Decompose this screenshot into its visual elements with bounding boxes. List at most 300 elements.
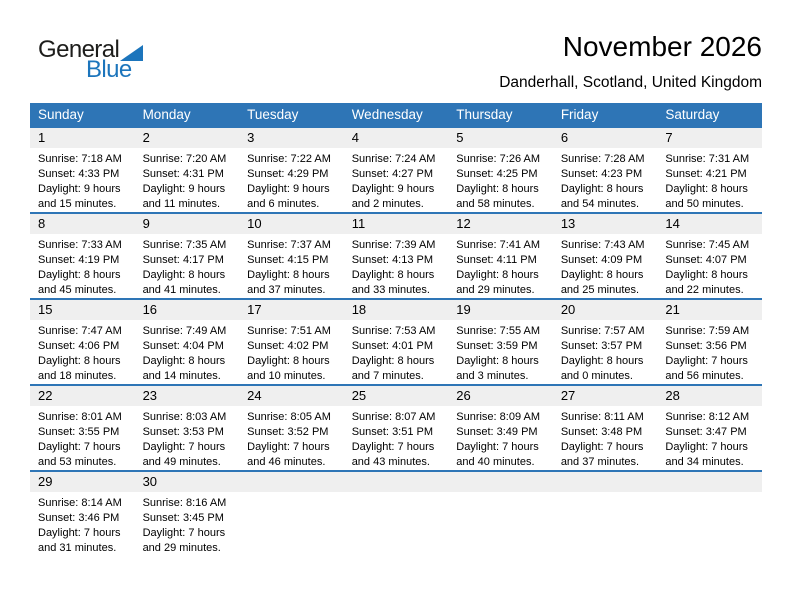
sunset-line-text: Sunset: bbox=[247, 426, 285, 438]
sunrise-line bbox=[247, 324, 338, 339]
daylight-line-2 bbox=[38, 283, 129, 298]
sunrise-line bbox=[38, 410, 129, 425]
sunset-line-text: Sunset: bbox=[665, 340, 703, 352]
sunset-line bbox=[665, 253, 756, 268]
sunrise-line bbox=[561, 410, 652, 425]
sunrise-line bbox=[456, 324, 547, 339]
sunrise-line-text: 7:33 AM bbox=[81, 239, 122, 251]
sunrise-line bbox=[143, 496, 234, 511]
sunset-line bbox=[247, 167, 338, 182]
day-cell bbox=[135, 385, 240, 471]
sunrise-line-text: 8:03 AM bbox=[185, 411, 227, 423]
sunset-line bbox=[561, 339, 652, 354]
daylight-line-1-text: Daylight: 9 hours bbox=[351, 183, 435, 195]
sunset-line-text: 4:06 PM bbox=[78, 340, 120, 352]
daylight-line-1-text: Daylight: 8 hours bbox=[456, 269, 539, 281]
day-details bbox=[344, 320, 449, 384]
day-number: 20 bbox=[553, 300, 658, 320]
logo-text-blue: Blue bbox=[86, 56, 132, 83]
daylight-line-1 bbox=[665, 268, 756, 283]
day-cell bbox=[239, 213, 344, 299]
day-number: 21 bbox=[657, 300, 762, 320]
daylight-line-2-text: and 56 minutes. bbox=[665, 370, 744, 382]
day-cell bbox=[657, 299, 762, 385]
daylight-line-2 bbox=[247, 197, 338, 212]
daylight-line-1-text: Daylight: 8 hours bbox=[560, 269, 644, 281]
daylight-line-2 bbox=[247, 283, 338, 298]
daylight-line-1-text: Daylight: 8 hours bbox=[456, 183, 539, 195]
daylight-line-1 bbox=[561, 268, 652, 283]
day-number: 29 bbox=[30, 472, 135, 492]
daylight-line-1 bbox=[561, 440, 652, 455]
sunset-line-text: Sunset: bbox=[665, 254, 703, 266]
daylight-line-1-text: Daylight: 8 hours bbox=[456, 355, 539, 367]
daylight-line-2 bbox=[665, 283, 756, 298]
sunrise-line-text: 7:57 AM bbox=[604, 325, 645, 337]
daylight-line-1 bbox=[456, 440, 547, 455]
sunrise-line-text: Sunrise: bbox=[38, 153, 79, 165]
sunset-line-text: Sunset: bbox=[560, 340, 599, 352]
daylight-line-2 bbox=[456, 283, 547, 298]
sunset-line-text: Sunset: bbox=[560, 168, 599, 180]
sunset-line bbox=[247, 339, 338, 354]
sunset-line-text: 4:23 PM bbox=[601, 168, 643, 180]
day-details bbox=[657, 406, 762, 470]
sunrise-line-text: 8:09 AM bbox=[499, 411, 541, 423]
sunrise-line-text: Sunrise: bbox=[247, 411, 288, 423]
daylight-line-2-text: and 58 minutes. bbox=[456, 198, 535, 210]
daylight-line-1-text: Daylight: 9 hours bbox=[247, 183, 330, 195]
weekday-saturday: Saturday bbox=[657, 103, 762, 127]
sunset-line-text: 4:25 PM bbox=[496, 168, 538, 180]
day-details bbox=[239, 320, 344, 384]
sunrise-line bbox=[665, 238, 756, 253]
sunrise-line-text: 7:18 AM bbox=[81, 153, 122, 165]
weekday-thursday: Thursday bbox=[448, 103, 553, 127]
sunset-line-text: 4:19 PM bbox=[78, 254, 120, 266]
location-subtitle: Danderhall, Scotland, United Kingdom bbox=[499, 73, 762, 91]
day-details bbox=[448, 234, 553, 298]
daylight-line-1 bbox=[38, 526, 129, 541]
sunset-line-text: Sunset: bbox=[38, 254, 76, 266]
daylight-line-2-text: and 43 minutes. bbox=[351, 456, 430, 468]
sunrise-line bbox=[143, 238, 234, 253]
day-cell bbox=[135, 299, 240, 385]
day-details bbox=[657, 234, 762, 298]
day-number: 26 bbox=[448, 386, 553, 406]
day-number bbox=[657, 472, 762, 492]
day-cell bbox=[30, 213, 135, 299]
daylight-line-2 bbox=[456, 369, 547, 384]
sunrise-line-text: 8:12 AM bbox=[708, 411, 750, 423]
daylight-line-1 bbox=[561, 182, 652, 197]
sunrise-line-text: 8:01 AM bbox=[81, 411, 122, 423]
day-details bbox=[657, 320, 762, 384]
sunrise-line bbox=[143, 152, 234, 167]
sunrise-line-text: Sunrise: bbox=[351, 325, 393, 337]
daylight-line-1 bbox=[665, 182, 756, 197]
sunset-line-text: 4:13 PM bbox=[392, 254, 434, 266]
sunrise-line-text: 7:49 AM bbox=[185, 325, 227, 337]
day-details bbox=[239, 234, 344, 298]
sunrise-line-text: Sunrise: bbox=[142, 497, 183, 509]
daylight-line-2-text: and 18 minutes. bbox=[38, 370, 117, 382]
sunrise-line-text: Sunrise: bbox=[560, 153, 602, 165]
day-number bbox=[344, 472, 449, 492]
weekday-wednesday: Wednesday bbox=[344, 103, 449, 127]
daylight-line-2 bbox=[38, 197, 129, 212]
sunset-line bbox=[665, 167, 756, 182]
daylight-line-1 bbox=[143, 354, 234, 369]
sunset-line-text: Sunset: bbox=[560, 254, 599, 266]
sunrise-line bbox=[143, 410, 234, 425]
sunrise-line-text: Sunrise: bbox=[560, 239, 602, 251]
sunset-line bbox=[38, 511, 129, 526]
sunset-line-text: 4:33 PM bbox=[78, 168, 120, 180]
daylight-line-2 bbox=[561, 455, 652, 470]
day-details bbox=[657, 148, 762, 212]
daylight-line-2 bbox=[38, 541, 129, 556]
sunrise-line-text: Sunrise: bbox=[142, 411, 183, 423]
sunrise-line-text: 7:55 AM bbox=[499, 325, 541, 337]
sunrise-line-text: Sunrise: bbox=[456, 153, 497, 165]
daylight-line-1-text: Daylight: 7 hours bbox=[351, 441, 435, 453]
sunrise-line-text: Sunrise: bbox=[247, 325, 288, 337]
sunset-line bbox=[456, 339, 547, 354]
sunrise-line-text: Sunrise: bbox=[665, 411, 706, 423]
day-details bbox=[448, 406, 553, 470]
sunset-line-text: Sunset: bbox=[247, 254, 285, 266]
daylight-line-2-text: and 53 minutes. bbox=[38, 456, 117, 468]
daylight-line-2-text: and 37 minutes. bbox=[247, 284, 326, 296]
daylight-line-2-text: and 46 minutes. bbox=[247, 456, 326, 468]
daylight-line-2 bbox=[352, 369, 443, 384]
sunset-line bbox=[38, 339, 129, 354]
daylight-line-2 bbox=[247, 369, 338, 384]
calendar-table bbox=[30, 103, 762, 557]
week-row bbox=[30, 385, 762, 471]
sunrise-line-text: Sunrise: bbox=[560, 411, 602, 423]
sunrise-line bbox=[665, 152, 756, 167]
sunset-line-text: 4:15 PM bbox=[287, 254, 329, 266]
sunset-line-text: 4:29 PM bbox=[287, 168, 329, 180]
day-number: 7 bbox=[657, 128, 762, 148]
day-number: 10 bbox=[239, 214, 344, 234]
sunset-line-text: 3:53 PM bbox=[182, 426, 224, 438]
calendar-body bbox=[30, 127, 762, 557]
daylight-line-1-text: Daylight: 7 hours bbox=[456, 441, 539, 453]
daylight-line-2 bbox=[665, 197, 756, 212]
sunset-line-text: Sunset: bbox=[351, 340, 389, 352]
sunrise-line-text: 7:47 AM bbox=[81, 325, 122, 337]
day-number bbox=[448, 472, 553, 492]
sunset-line-text: 3:59 PM bbox=[496, 340, 538, 352]
day-number: 2 bbox=[135, 128, 240, 148]
daylight-line-2 bbox=[456, 455, 547, 470]
sunrise-line bbox=[352, 324, 443, 339]
sunset-line-text: 4:31 PM bbox=[182, 168, 224, 180]
daylight-line-2-text: and 0 minutes. bbox=[560, 370, 633, 382]
sunrise-line-text: 7:31 AM bbox=[708, 153, 750, 165]
daylight-line-2-text: and 6 minutes. bbox=[247, 198, 320, 210]
daylight-line-1 bbox=[38, 440, 129, 455]
sunset-line bbox=[38, 253, 129, 268]
day-number: 15 bbox=[30, 300, 135, 320]
sunrise-line bbox=[247, 152, 338, 167]
day-cell-empty bbox=[448, 471, 553, 557]
sunrise-line bbox=[247, 410, 338, 425]
sunrise-line bbox=[665, 410, 756, 425]
day-number: 6 bbox=[553, 128, 658, 148]
sunset-line-text: 4:07 PM bbox=[705, 254, 747, 266]
daylight-line-1 bbox=[38, 354, 129, 369]
day-number: 11 bbox=[344, 214, 449, 234]
daylight-line-1-text: Daylight: 8 hours bbox=[142, 355, 226, 367]
daylight-line-2-text: and 7 minutes. bbox=[351, 370, 424, 382]
sunset-line bbox=[247, 425, 338, 440]
day-cell bbox=[344, 299, 449, 385]
sunrise-line-text: 8:16 AM bbox=[185, 497, 227, 509]
daylight-line-1 bbox=[456, 182, 547, 197]
day-number: 9 bbox=[135, 214, 240, 234]
sunrise-line bbox=[352, 410, 443, 425]
daylight-line-1 bbox=[247, 354, 338, 369]
daylight-line-2-text: and 37 minutes. bbox=[560, 456, 640, 468]
daylight-line-1-text: Daylight: 7 hours bbox=[142, 441, 226, 453]
sunset-line-text: 4:21 PM bbox=[705, 168, 747, 180]
sunrise-line-text: 8:14 AM bbox=[81, 497, 122, 509]
sunrise-line-text: Sunrise: bbox=[351, 239, 393, 251]
sunrise-line-text: 7:28 AM bbox=[604, 153, 645, 165]
logo-text-general: General bbox=[38, 36, 120, 63]
daylight-line-1-text: Daylight: 8 hours bbox=[665, 269, 748, 281]
sunrise-line-text: Sunrise: bbox=[247, 153, 288, 165]
sunset-line-text: 4:11 PM bbox=[496, 254, 537, 266]
sunrise-line-text: 7:24 AM bbox=[395, 153, 436, 165]
daylight-line-1-text: Daylight: 8 hours bbox=[560, 183, 644, 195]
sunset-line-text: 3:55 PM bbox=[78, 426, 120, 438]
day-cell bbox=[135, 471, 240, 557]
day-details bbox=[30, 148, 135, 212]
sunset-line bbox=[352, 167, 443, 182]
daylight-line-1-text: Daylight: 7 hours bbox=[665, 441, 748, 453]
sunset-line bbox=[247, 253, 338, 268]
day-cell bbox=[135, 213, 240, 299]
sunset-line bbox=[143, 511, 234, 526]
daylight-line-2 bbox=[665, 369, 756, 384]
sunrise-line bbox=[456, 410, 547, 425]
daylight-line-2 bbox=[38, 369, 129, 384]
daylight-line-2-text: and 15 minutes. bbox=[38, 198, 117, 210]
sunset-line-text: Sunset: bbox=[38, 426, 76, 438]
weekday-friday: Friday bbox=[553, 103, 658, 127]
daylight-line-1 bbox=[352, 182, 443, 197]
day-cell bbox=[135, 127, 240, 213]
daylight-line-1-text: Daylight: 8 hours bbox=[665, 183, 748, 195]
daylight-line-1 bbox=[352, 354, 443, 369]
sunrise-line-text: Sunrise: bbox=[665, 325, 706, 337]
sunset-line-text: 3:47 PM bbox=[705, 426, 747, 438]
daylight-line-1-text: Daylight: 7 hours bbox=[38, 527, 121, 539]
daylight-line-1 bbox=[456, 268, 547, 283]
daylight-line-1 bbox=[247, 440, 338, 455]
daylight-line-1-text: Daylight: 9 hours bbox=[38, 183, 121, 195]
daylight-line-1-text: Daylight: 7 hours bbox=[560, 441, 644, 453]
daylight-line-2 bbox=[143, 455, 234, 470]
sunset-line-text: 3:57 PM bbox=[601, 340, 643, 352]
day-cell bbox=[239, 127, 344, 213]
sunset-line-text: Sunset: bbox=[351, 254, 389, 266]
daylight-line-2 bbox=[456, 197, 547, 212]
sunrise-line-text: 7:20 AM bbox=[185, 153, 227, 165]
sunset-line-text: Sunset: bbox=[38, 168, 76, 180]
day-details bbox=[30, 406, 135, 470]
sunset-line-text: Sunset: bbox=[247, 168, 285, 180]
daylight-line-1 bbox=[38, 182, 129, 197]
day-details bbox=[239, 406, 344, 470]
daylight-line-2-text: and 31 minutes. bbox=[38, 542, 117, 554]
sunrise-line-text: 7:51 AM bbox=[290, 325, 331, 337]
sunset-line-text: 4:27 PM bbox=[392, 168, 434, 180]
sunrise-line bbox=[38, 152, 129, 167]
sunset-line-text: 3:48 PM bbox=[601, 426, 643, 438]
sunset-line-text: Sunset: bbox=[456, 254, 494, 266]
sunrise-line-text: 8:05 AM bbox=[290, 411, 331, 423]
weekday-tuesday: Tuesday bbox=[239, 103, 344, 127]
day-details bbox=[448, 320, 553, 384]
sunrise-line-text: 7:41 AM bbox=[499, 239, 541, 251]
day-details bbox=[30, 234, 135, 298]
general-blue-logo bbox=[38, 38, 178, 82]
sunrise-line-text: Sunrise: bbox=[247, 239, 288, 251]
day-details bbox=[135, 406, 240, 470]
sunset-line-text: Sunset: bbox=[142, 168, 180, 180]
daylight-line-1-text: Daylight: 8 hours bbox=[38, 269, 121, 281]
sunrise-line-text: 7:43 AM bbox=[604, 239, 645, 251]
sunrise-line-text: Sunrise: bbox=[142, 153, 183, 165]
sunset-line bbox=[456, 425, 547, 440]
sunset-line bbox=[456, 253, 547, 268]
day-number: 27 bbox=[553, 386, 658, 406]
sunrise-line bbox=[143, 324, 234, 339]
day-details bbox=[553, 148, 658, 212]
sunset-line-text: 4:02 PM bbox=[287, 340, 329, 352]
day-number: 8 bbox=[30, 214, 135, 234]
week-row bbox=[30, 471, 762, 557]
day-details bbox=[30, 320, 135, 384]
sunset-line-text: Sunset: bbox=[142, 426, 180, 438]
sunset-line-text: 4:01 PM bbox=[392, 340, 434, 352]
day-cell bbox=[344, 127, 449, 213]
day-cell bbox=[239, 299, 344, 385]
daylight-line-2-text: and 10 minutes. bbox=[247, 370, 326, 382]
day-cell bbox=[657, 213, 762, 299]
page-header bbox=[30, 0, 762, 103]
day-details bbox=[553, 406, 658, 470]
sunset-line-text: Sunset: bbox=[142, 512, 180, 524]
sunrise-line-text: 7:53 AM bbox=[395, 325, 436, 337]
day-cell bbox=[448, 213, 553, 299]
daylight-line-1-text: Daylight: 8 hours bbox=[247, 269, 330, 281]
day-cell bbox=[448, 299, 553, 385]
sunset-line-text: Sunset: bbox=[247, 340, 285, 352]
daylight-line-2-text: and 29 minutes. bbox=[456, 284, 535, 296]
daylight-line-1-text: Daylight: 7 hours bbox=[247, 441, 330, 453]
sunrise-line bbox=[561, 152, 652, 167]
sunrise-line-text: Sunrise: bbox=[456, 325, 497, 337]
day-cell bbox=[657, 385, 762, 471]
sunrise-line-text: 7:35 AM bbox=[185, 239, 227, 251]
day-cell bbox=[448, 385, 553, 471]
day-details bbox=[448, 148, 553, 212]
sunset-line bbox=[561, 425, 652, 440]
sunrise-line-text: Sunrise: bbox=[142, 325, 183, 337]
daylight-line-1 bbox=[247, 182, 338, 197]
sunset-line-text: Sunset: bbox=[142, 340, 180, 352]
day-number: 22 bbox=[30, 386, 135, 406]
sunset-line bbox=[352, 253, 443, 268]
sunset-line-text: 4:09 PM bbox=[601, 254, 643, 266]
sunrise-line-text: 7:26 AM bbox=[499, 153, 541, 165]
daylight-line-2-text: and 3 minutes. bbox=[456, 370, 529, 382]
week-row bbox=[30, 127, 762, 213]
daylight-line-1 bbox=[247, 268, 338, 283]
sunset-line bbox=[38, 167, 129, 182]
daylight-line-1 bbox=[143, 526, 234, 541]
daylight-line-1-text: Daylight: 7 hours bbox=[142, 527, 226, 539]
sunset-line-text: 3:56 PM bbox=[705, 340, 747, 352]
sunset-line bbox=[561, 253, 652, 268]
daylight-line-2 bbox=[561, 283, 652, 298]
sunset-line-text: Sunset: bbox=[38, 340, 76, 352]
sunset-line bbox=[143, 425, 234, 440]
daylight-line-1-text: Daylight: 8 hours bbox=[560, 355, 644, 367]
sunrise-line-text: Sunrise: bbox=[351, 411, 393, 423]
day-cell bbox=[344, 385, 449, 471]
day-number: 16 bbox=[135, 300, 240, 320]
sunset-line-text: 3:46 PM bbox=[78, 512, 120, 524]
day-cell bbox=[239, 385, 344, 471]
sunrise-line-text: Sunrise: bbox=[351, 153, 393, 165]
day-details bbox=[239, 148, 344, 212]
daylight-line-2 bbox=[352, 455, 443, 470]
weekday-sunday: Sunday bbox=[30, 103, 135, 127]
sunset-line-text: Sunset: bbox=[560, 426, 599, 438]
day-details bbox=[135, 492, 240, 556]
day-number: 28 bbox=[657, 386, 762, 406]
sunrise-line-text: 7:37 AM bbox=[290, 239, 331, 251]
sunset-line-text: Sunset: bbox=[351, 168, 389, 180]
day-details bbox=[344, 148, 449, 212]
sunrise-line-text: 7:22 AM bbox=[290, 153, 331, 165]
daylight-line-1 bbox=[143, 440, 234, 455]
day-details bbox=[344, 234, 449, 298]
sunrise-line-text: Sunrise: bbox=[38, 325, 79, 337]
sunrise-line-text: Sunrise: bbox=[456, 411, 497, 423]
sunrise-line-text: Sunrise: bbox=[38, 411, 79, 423]
sunrise-line-text: Sunrise: bbox=[38, 497, 79, 509]
daylight-line-1-text: Daylight: 9 hours bbox=[142, 183, 226, 195]
daylight-line-1 bbox=[456, 354, 547, 369]
sunset-line bbox=[352, 425, 443, 440]
sunrise-line bbox=[352, 152, 443, 167]
day-number: 14 bbox=[657, 214, 762, 234]
sunset-line bbox=[143, 339, 234, 354]
sunrise-line-text: 8:07 AM bbox=[395, 411, 436, 423]
daylight-line-1 bbox=[38, 268, 129, 283]
day-details bbox=[553, 320, 658, 384]
daylight-line-2 bbox=[561, 197, 652, 212]
